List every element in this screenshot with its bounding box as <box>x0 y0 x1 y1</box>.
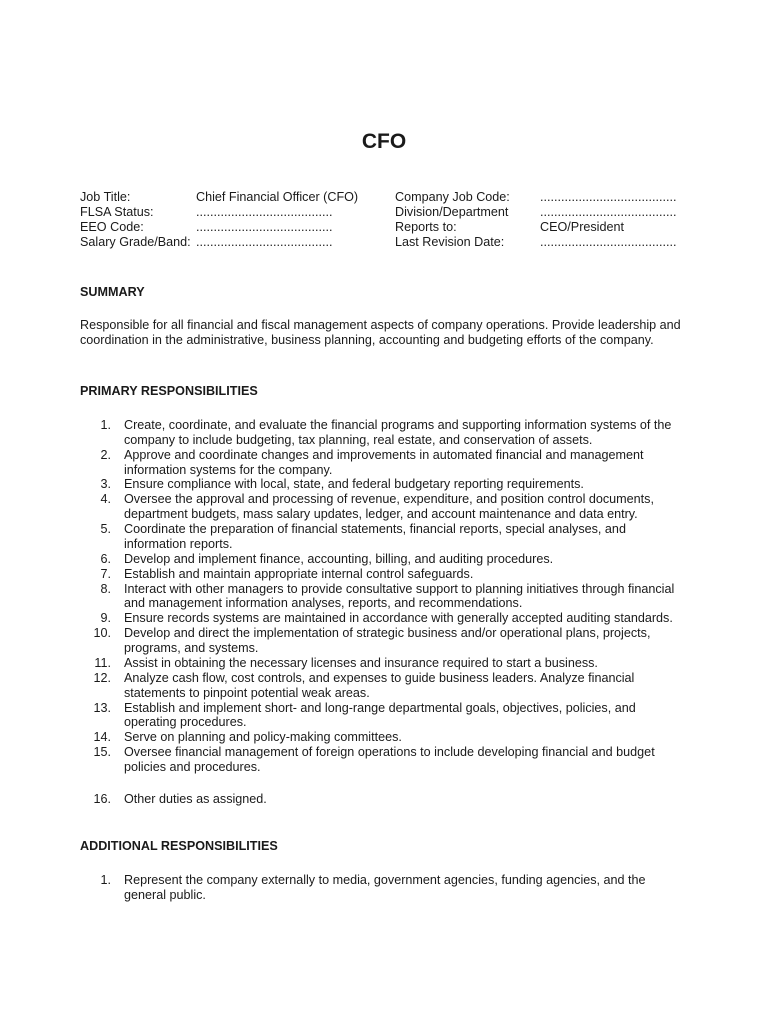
list-item-number: 1. <box>100 418 111 432</box>
list-item-number: 4. <box>100 492 111 507</box>
list-item-text: operating procedures. <box>124 715 247 730</box>
list-item-text: Develop and direct the implementation of strategic business and/or operational plans, projects, <box>124 626 651 641</box>
list-item-number: 9. <box>100 611 111 626</box>
list-item-number: 1. <box>100 873 111 887</box>
field-value: ....................................... <box>196 235 333 249</box>
field-label: FLSA Status: <box>80 205 154 219</box>
list-item-text: company to include budgeting, tax planning, real estate, and conservation of assets. <box>124 432 593 447</box>
list-item-text: Interact with other managers to provide consultative support to planning initiatives through financial <box>124 581 675 596</box>
list-item-text: Establish and implement short- and long-range departmental goals, objectives, policies, and <box>124 700 636 715</box>
list-item-text: Analyze cash flow, cost controls, and expenses to guide business leaders. Analyze financial <box>124 670 635 685</box>
document-title: CFO <box>361 130 407 153</box>
list-item-text: Develop and implement finance, accounting, billing, and auditing procedures. <box>124 551 554 566</box>
list-item-text: Approve and coordinate changes and improvements in automated financial and management <box>124 447 644 462</box>
field-label: EEO Code: <box>80 220 144 234</box>
summary-line: coordination in the administrative, business planning, accounting and budgeting efforts of the company. <box>80 333 654 347</box>
field-label: Company Job Code: <box>395 190 510 204</box>
list-item-text: Serve on planning and policy-making committees. <box>124 730 402 745</box>
list-item-text: policies and procedures. <box>124 760 261 774</box>
list-item-number: 15. <box>93 745 111 760</box>
list-item-number: 16. <box>93 792 111 806</box>
list-item-text: department budgets, mass salary updates, ledger, and account maintenance and data entry. <box>124 507 638 522</box>
list-item-number: 2. <box>100 447 111 462</box>
field-label: Division/Department <box>395 205 509 219</box>
list-item-text: Coordinate the preparation of financial statements, financial reports, special analyses, and <box>124 522 626 537</box>
list-item-text: Assist in obtaining the necessary licenses and insurance required to start a business. <box>124 655 598 670</box>
list-item-number: 14. <box>93 730 111 745</box>
list-item-number: 5. <box>100 522 111 537</box>
list-item-text: information systems for the company. <box>124 462 333 477</box>
list-item-text: Other duties as assigned. <box>124 792 267 806</box>
list-item-number: 13. <box>93 700 111 715</box>
list-item-text: programs, and systems. <box>124 641 259 656</box>
field-value: ....................................... <box>196 220 333 234</box>
list-item-text: information reports. <box>124 536 233 551</box>
list-item-text: Represent the company externally to media, government agencies, funding agencies, and the <box>124 873 646 887</box>
list-item-text: Oversee financial management of foreign operations to include developing financial and budget <box>124 745 655 760</box>
list-item-number: 8. <box>100 581 111 596</box>
list-item-text: and management information analyses, reports, and recommendations. <box>124 596 523 611</box>
list-item-number: 11. <box>94 655 111 670</box>
field-label: Last Revision Date: <box>395 235 505 249</box>
list-item-text: Ensure records systems are maintained in accordance with generally accepted auditing standards. <box>124 611 673 626</box>
list-item-text: statements to pinpoint potential weak areas. <box>124 685 370 700</box>
list-item-number: 10. <box>93 626 111 641</box>
field-label: Salary Grade/Band: <box>80 235 191 249</box>
field-value: CEO/President <box>540 220 624 234</box>
list-item-number: 3. <box>100 477 111 492</box>
field-value: ....................................... <box>540 205 677 219</box>
list-item-number: 6. <box>100 551 111 566</box>
list-item-text: general public. <box>124 887 206 902</box>
summary-line: Responsible for all financial and fiscal management aspects of company operations. Provide leadership and <box>80 318 681 332</box>
list-item-number: 12. <box>93 670 111 685</box>
field-label: Reports to: <box>395 220 457 234</box>
list-item-text: Create, coordinate, and evaluate the financial programs and supporting information systems of the <box>124 418 672 432</box>
field-label: Job Title: <box>80 190 131 204</box>
field-value: ....................................... <box>540 235 677 249</box>
list-item-text: Oversee the approval and processing of revenue, expenditure, and position control documents, <box>124 492 654 507</box>
field-value: Chief Financial Officer (CFO) <box>196 190 359 204</box>
additional-responsibilities-heading: ADDITIONAL RESPONSIBILITIES <box>80 839 278 853</box>
primary-responsibilities-heading: PRIMARY RESPONSIBILITIES <box>80 384 258 398</box>
list-item-text: Establish and maintain appropriate internal control safeguards. <box>124 566 474 581</box>
field-value: ....................................... <box>196 205 333 219</box>
list-item-text: Ensure compliance with local, state, and federal budgetary reporting requirements. <box>124 477 584 492</box>
list-item-number: 7. <box>100 566 111 581</box>
field-value: ....................................... <box>540 190 677 204</box>
summary-heading: SUMMARY <box>80 285 145 299</box>
